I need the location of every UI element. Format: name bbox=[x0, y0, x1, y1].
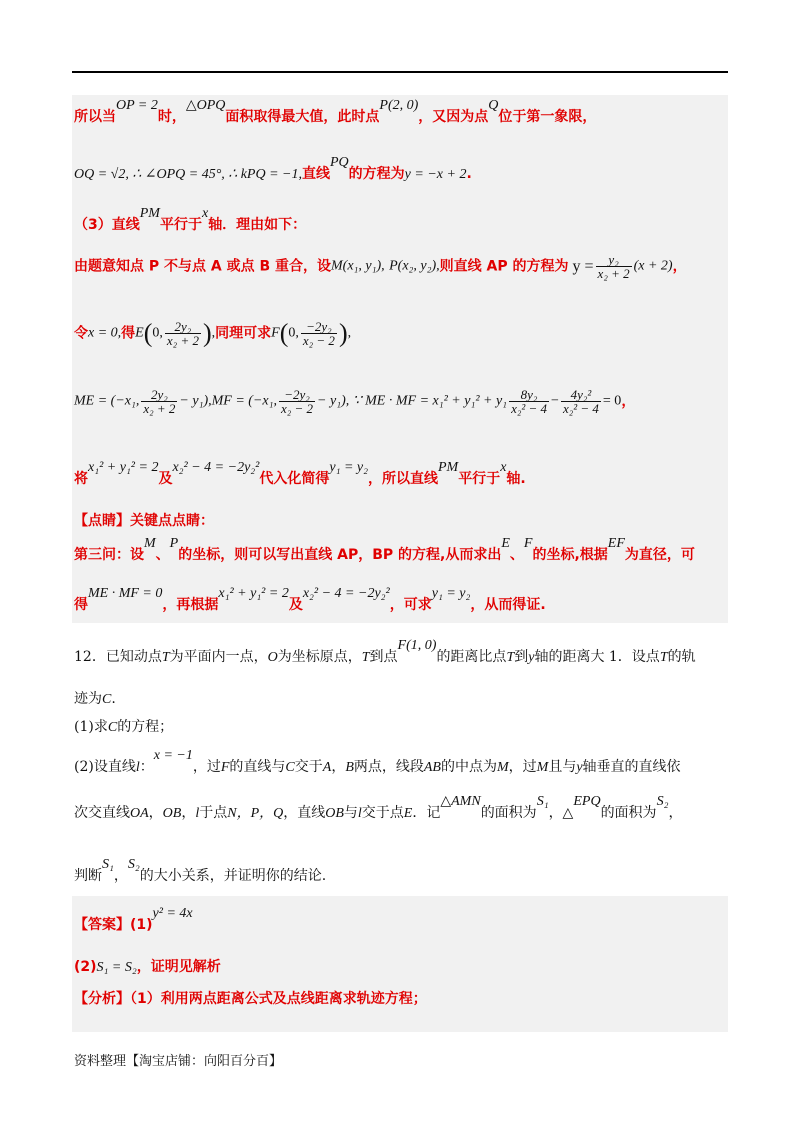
math: O bbox=[267, 650, 278, 665]
text: ， bbox=[148, 805, 163, 821]
math: PQ bbox=[330, 155, 349, 170]
math: x₁² + y₁² = 2 bbox=[88, 460, 159, 475]
numerator: 2y₂ bbox=[141, 388, 177, 402]
math: PM bbox=[139, 206, 160, 221]
text: (1)求 bbox=[74, 719, 108, 735]
text: 、 bbox=[509, 547, 524, 563]
text: 得 bbox=[74, 597, 88, 613]
text: . bbox=[466, 166, 472, 182]
solution-line-2 bbox=[74, 155, 472, 182]
text: ，再根据 bbox=[162, 597, 219, 613]
denominator: x₂ + 2 bbox=[597, 266, 630, 281]
math: y₁ = y₂ bbox=[329, 460, 368, 475]
math: C bbox=[107, 720, 118, 735]
text: ，过 bbox=[508, 759, 537, 775]
text: . bbox=[111, 691, 116, 707]
math: OQ = √2, ∴ ∠OPQ = 45°, ∴ kPQ = −1, bbox=[74, 167, 302, 182]
fraction bbox=[165, 320, 201, 347]
text: ， bbox=[672, 258, 687, 275]
math: l bbox=[195, 806, 200, 821]
text: 平行于 bbox=[159, 217, 202, 233]
math: △OPQ bbox=[185, 98, 226, 113]
text: (2)设直线 bbox=[74, 759, 136, 775]
math: S₂ bbox=[656, 794, 669, 809]
problem-line-4 bbox=[74, 748, 681, 775]
math: x = −1 bbox=[153, 748, 193, 763]
math: F bbox=[523, 536, 533, 551]
text: 、 bbox=[155, 547, 170, 563]
math: y = −x + 2 bbox=[404, 167, 467, 182]
text: 轴．理由如下： bbox=[208, 217, 307, 233]
text: 于点 bbox=[199, 805, 228, 821]
math: 0, bbox=[152, 325, 163, 341]
footer-text: 资料整理【淘宝店铺：向阳百分百】 bbox=[74, 1054, 283, 1069]
math: l bbox=[357, 806, 362, 821]
text: 代入化简得 bbox=[259, 471, 330, 487]
math: N，P，Q bbox=[227, 806, 284, 821]
math: l bbox=[135, 760, 140, 775]
denominator: x₂² − 4 bbox=[511, 401, 548, 416]
text: 及 bbox=[288, 597, 303, 613]
text: ， bbox=[668, 805, 683, 821]
math: M bbox=[144, 536, 156, 551]
math: P bbox=[169, 536, 179, 551]
answer-line-1 bbox=[74, 906, 193, 933]
text: ， bbox=[621, 393, 636, 410]
text: 迹为 bbox=[74, 691, 102, 707]
text: 的坐标，则可以写出直线 AP，BP 的方程,从而求出 bbox=[178, 547, 502, 563]
text: 到点 bbox=[369, 649, 398, 665]
math: 0, bbox=[288, 325, 299, 341]
text: ，△ bbox=[548, 805, 574, 821]
solution-line-7 bbox=[74, 460, 526, 487]
text: ，直线 bbox=[283, 805, 326, 821]
math: MF = (−x₁, bbox=[211, 393, 277, 409]
math: △AMN bbox=[440, 794, 481, 809]
math: x bbox=[500, 460, 507, 475]
text: ， bbox=[113, 868, 128, 884]
numerator: 4y₂² bbox=[561, 388, 601, 402]
math: x₁² + y₁² = 2 bbox=[218, 586, 289, 601]
text: 将 bbox=[74, 471, 88, 487]
math: S₁ bbox=[102, 857, 114, 872]
analysis-heading: 【分析】（1）利用两点距离公式及点线距离求轨迹方程； bbox=[74, 991, 427, 1007]
math: T bbox=[506, 650, 515, 665]
problem-line-2 bbox=[74, 692, 116, 707]
math: T bbox=[659, 650, 668, 665]
text: 次交直线 bbox=[74, 805, 130, 821]
text: 平行于 bbox=[458, 471, 501, 487]
math: − y₁), bbox=[179, 393, 212, 409]
solution-line-9 bbox=[74, 536, 695, 563]
denominator: x₂ − 2 bbox=[302, 333, 335, 348]
text: 及 bbox=[158, 471, 173, 487]
text: 的方程； bbox=[117, 719, 174, 735]
text: 交于 bbox=[294, 759, 323, 775]
text: 得 bbox=[121, 325, 136, 342]
text: 则直线 AP 的方程为 bbox=[439, 258, 569, 275]
fraction bbox=[301, 320, 337, 347]
text: 的距离比点 bbox=[436, 649, 507, 665]
text: 且与 bbox=[548, 759, 577, 775]
math: x₂² − 4 = −2y₂² bbox=[302, 586, 390, 601]
text: 直线 bbox=[302, 166, 330, 182]
text: ，从而得证. bbox=[470, 597, 546, 613]
text: ，可求 bbox=[389, 597, 432, 613]
denominator: x₂ + 2 bbox=[143, 401, 176, 416]
text: 到 bbox=[514, 649, 529, 665]
math: E bbox=[501, 536, 510, 551]
math: F bbox=[220, 760, 230, 775]
denominator: x₂² − 4 bbox=[562, 401, 599, 416]
math: T bbox=[361, 650, 370, 665]
math: S₁ bbox=[536, 794, 549, 809]
math: P(2, 0) bbox=[379, 98, 419, 113]
text: 的大小关系，并证明你的结论. bbox=[139, 868, 327, 884]
math: C bbox=[285, 760, 295, 775]
text: 由题意知点 P 不与点 A 或点 B 重合，设 bbox=[74, 258, 332, 275]
math: S₂ bbox=[127, 857, 140, 872]
math: y = bbox=[572, 257, 594, 275]
solution-line-1 bbox=[74, 98, 597, 125]
text: 的面积为 bbox=[480, 805, 537, 821]
fraction bbox=[509, 388, 549, 415]
math: − y₁), ∵ ME · MF = x₁² + y₁² + y₁ bbox=[317, 393, 508, 409]
math: y² = 4x bbox=[152, 906, 193, 921]
problem-line-6 bbox=[74, 857, 327, 884]
text: ，又因为点 bbox=[418, 109, 489, 125]
text: ， bbox=[331, 759, 346, 775]
math: F(1, 0) bbox=[397, 638, 437, 653]
math: x₂² − 4 = −2y₂² bbox=[172, 460, 260, 475]
text: ： bbox=[139, 759, 154, 775]
math: (x + 2) bbox=[633, 258, 673, 274]
text: ，过 bbox=[192, 759, 221, 775]
math: A bbox=[322, 760, 332, 775]
math: P(x₂, y₂), bbox=[389, 258, 440, 274]
solution-line-3 bbox=[74, 206, 307, 233]
math: Q bbox=[488, 98, 499, 113]
text: 为平面内一点， bbox=[169, 649, 268, 665]
math: AB bbox=[423, 760, 441, 775]
problem-line-5 bbox=[74, 794, 683, 821]
text: 判断 bbox=[74, 868, 102, 884]
math: M bbox=[496, 760, 509, 775]
text: 与 bbox=[343, 805, 358, 821]
answer-line-3 bbox=[74, 992, 427, 1006]
text: 为直径，可 bbox=[624, 547, 695, 563]
math: C bbox=[102, 692, 112, 707]
text: 时， bbox=[157, 109, 186, 125]
math: x bbox=[201, 206, 209, 221]
math: x = 0, bbox=[88, 325, 122, 341]
math: y bbox=[528, 650, 535, 665]
text: 面积取得最大值，此时点 bbox=[225, 109, 380, 125]
math: = 0 bbox=[602, 393, 622, 409]
text: ，所以直线 bbox=[367, 471, 438, 487]
text: (2) bbox=[74, 959, 97, 975]
fraction bbox=[561, 388, 601, 415]
math: y bbox=[576, 760, 583, 775]
math: PM bbox=[437, 460, 459, 475]
text: ，证明见解析 bbox=[136, 959, 221, 975]
text: 为坐标原点， bbox=[277, 649, 362, 665]
math: ME = (−x₁, bbox=[74, 393, 140, 409]
text: 第三问：设 bbox=[74, 547, 144, 563]
numerator: −2y₂ bbox=[301, 320, 337, 334]
answer-line-2 bbox=[74, 960, 221, 975]
header-rule bbox=[72, 71, 728, 73]
text: 的坐标,根据 bbox=[532, 547, 608, 563]
math: T bbox=[161, 650, 170, 665]
text: ， bbox=[181, 805, 196, 821]
solution-line-10 bbox=[74, 586, 546, 613]
text: ．记 bbox=[412, 805, 441, 821]
text: 令 bbox=[74, 325, 88, 342]
fraction bbox=[596, 253, 632, 280]
math: B bbox=[345, 760, 354, 775]
text: 的面积为 bbox=[600, 805, 657, 821]
math: OA bbox=[130, 806, 149, 821]
problem-line-3 bbox=[74, 720, 173, 735]
math: EF bbox=[607, 536, 625, 551]
math: M bbox=[536, 760, 549, 775]
math: OB bbox=[325, 806, 344, 821]
text: （3）直线 bbox=[74, 217, 140, 233]
math: EPQ bbox=[573, 794, 601, 809]
text: 轴. bbox=[506, 471, 526, 487]
text: 交于点 bbox=[361, 805, 404, 821]
solution-line-6 bbox=[74, 388, 635, 415]
denominator: x₂ + 2 bbox=[166, 333, 199, 348]
math: F bbox=[271, 325, 280, 341]
text: 所以当 bbox=[74, 109, 116, 125]
text: 同理可求 bbox=[215, 325, 272, 342]
text: 12．已知动点 bbox=[74, 649, 162, 665]
numerator: y₂ bbox=[596, 253, 632, 267]
numerator: 2y₂ bbox=[165, 320, 201, 334]
key-point-heading: 【点睛】关键点点睛： bbox=[74, 513, 214, 529]
fraction bbox=[141, 388, 177, 415]
text: 轴的距离大 1．设点 bbox=[534, 649, 660, 665]
fraction bbox=[279, 388, 315, 415]
math: y₁ = y₂ bbox=[431, 586, 471, 601]
math: M(x₁, y₁), bbox=[331, 258, 385, 274]
text: 轴垂直的直线依 bbox=[582, 759, 681, 775]
text: 的中点为 bbox=[440, 759, 497, 775]
denominator: x₂ − 2 bbox=[280, 401, 314, 416]
math: S₁ = S₂ bbox=[96, 960, 137, 975]
math: ME · MF = 0 bbox=[88, 586, 163, 601]
solution-line-8 bbox=[74, 514, 214, 528]
math: − bbox=[551, 393, 559, 409]
text: 位于第一象限， bbox=[498, 109, 597, 125]
text: 的轨 bbox=[667, 649, 696, 665]
text: 的直线与 bbox=[229, 759, 286, 775]
math: OP = 2 bbox=[116, 98, 158, 113]
numerator: 8y₂ bbox=[509, 388, 549, 402]
math: E bbox=[135, 325, 144, 341]
answer-heading: 【答案】(1) bbox=[74, 917, 153, 933]
text: 两点，线段 bbox=[353, 759, 424, 775]
problem-line-1 bbox=[74, 638, 696, 665]
math: E bbox=[403, 806, 413, 821]
math: OB bbox=[162, 806, 182, 821]
numerator: −2y₂ bbox=[279, 388, 315, 402]
solution-line-4 bbox=[74, 253, 687, 280]
solution-line-5: 令x = 0,得E(0, $\frac{\text{2y₂}}{\text{x₂ + 2}}$ ),同理可求F(0, $\frac{\text{−2y₂}}{\text{x₂ − 2}}$ ), bbox=[74, 318, 352, 348]
text: 的方程为 bbox=[348, 166, 405, 182]
